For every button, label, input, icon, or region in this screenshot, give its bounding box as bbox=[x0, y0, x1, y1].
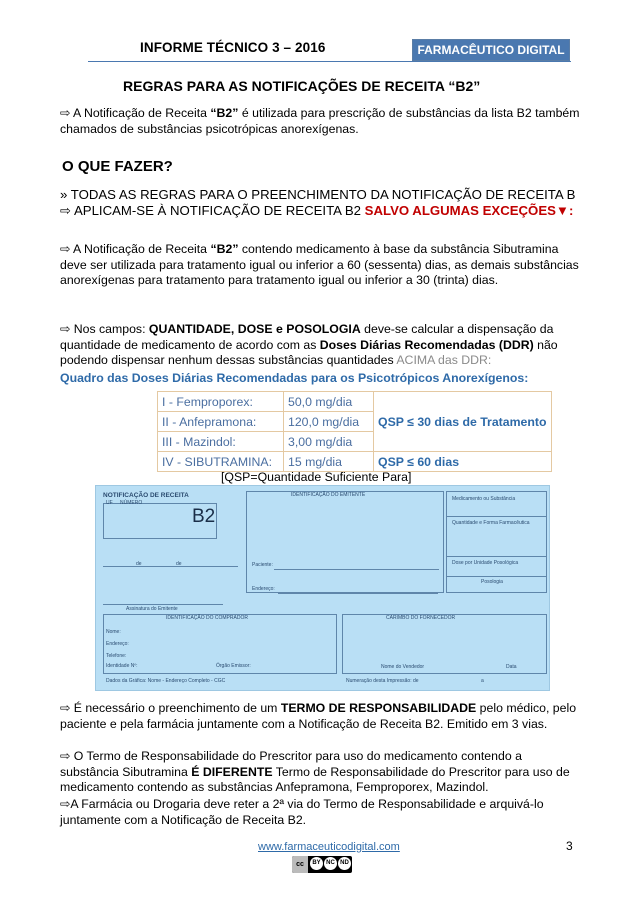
drug-cell: III - Mazindol: bbox=[158, 432, 284, 452]
document-title: REGRAS PARA AS NOTIFICAÇÕES DE RECEITA “B2” bbox=[123, 78, 481, 94]
med-box bbox=[446, 491, 547, 593]
drug-cell: II - Anfepramona: bbox=[158, 412, 284, 432]
numeracao-a-label: a bbox=[481, 678, 484, 684]
sibutramina-paragraph: ⇨ A Notificação de Receita “B2” contendo medicamento à base da substância Sibutramina deve ser utilizada para tratamento igual ou inferior a 60 (sessenta) dias, as demais substâncias anorexígenas para tratamento para tratamento igual ou inferior a 30 (trinta) dias. bbox=[60, 242, 579, 288]
dose-label: Dose por Unidade Posológica bbox=[452, 560, 519, 566]
numeracao-label: Numeração desta Impressão: de bbox=[346, 678, 419, 684]
termo2-paragraph: ⇨ O Termo de Responsabilidade do Prescritor para uso do medicamento contendo a substância Sibutramina É DIFERENTE Termo de Responsabilidade do Prescritor para uso de medicamento contendo as substâncias Anfepramona, Femproporex, Mazindol. bbox=[60, 749, 570, 795]
arrow-right-icon: ⇨ bbox=[60, 749, 71, 763]
comprador-label: IDENTIFICAÇÃO DO COMPRADOR bbox=[166, 615, 248, 621]
qsp-note: [QSP=Quantidade Suficiente Para] bbox=[221, 470, 412, 484]
de-label-1: de bbox=[136, 561, 142, 567]
carimbo-label: CARIMBO DO FORNECEDOR bbox=[386, 615, 456, 621]
vendedor-label: Nome do Vendedor bbox=[381, 664, 425, 670]
paciente-line bbox=[274, 569, 439, 570]
nome-label: Nome: bbox=[106, 629, 121, 635]
cc-icon: cc bbox=[292, 856, 308, 873]
nc-icon: NC bbox=[324, 857, 337, 870]
termo3-paragraph: ⇨A Farmácia ou Drogaria deve reter a 2ª via do Termo de Responsabilidade e arquivá-lo juntamente com a Notificação de Receita B2. bbox=[60, 797, 544, 827]
table-row bbox=[158, 452, 552, 472]
identidade-label: Identidade Nº: bbox=[106, 663, 138, 669]
med-label: Medicamento ou Substância bbox=[452, 496, 516, 502]
dose-cell: 50,0 mg/dia bbox=[284, 392, 374, 412]
form-title: NOTIFICAÇÃO DE RECEITA bbox=[103, 492, 189, 499]
rule-paragraph: » TODAS AS REGRAS PARA O PREENCHIMENTO DA NOTIFICAÇÃO DE RECEITA B ⇨ APLICAM-SE À NOTIFICAÇÃO DE RECEITA B2 SALVO ALGUMAS EXCEÇÕES▼: bbox=[60, 187, 576, 218]
qtd-label: Quantidade e Forma Farmacêutica bbox=[452, 520, 530, 526]
dose-cell: 3,00 mg/dia bbox=[284, 432, 374, 452]
campos-paragraph: ⇨ Nos campos: QUANTIDADE, DOSE e POSOLOGIA deve-se calcular a dispensação da quantidade de medicamento de acordo com as Doses Diárias Recomendadas (DDR) não podendo dispensar nenhum dessas substâncias quantidades ACIMA das DDR: bbox=[60, 322, 558, 368]
qsp30-cell: QSP ≤ 30 dias de Tratamento bbox=[374, 392, 552, 452]
assinatura-line bbox=[103, 604, 223, 605]
table-row bbox=[158, 392, 552, 412]
section-heading: O QUE FAZER? bbox=[62, 158, 173, 175]
arrow-right-icon: ⇨ bbox=[60, 701, 71, 715]
emitente-label: IDENTIFICAÇÃO DO EMITENTE bbox=[291, 492, 366, 498]
drug-cell: IV - SIBUTRAMINA: bbox=[158, 452, 284, 472]
qtd-divider bbox=[446, 556, 546, 557]
assinatura-label: Assinatura do Emitente bbox=[126, 606, 178, 612]
date-line bbox=[103, 566, 238, 567]
termo-paragraph: ⇨ É necessário o preenchimento de um TERMO DE RESPONSABILIDADE pelo médico, pelo paciente e pela farmácia juntamente com a Notificação de Receita B2. Emitido em 3 vias. bbox=[60, 701, 577, 731]
arrow-right-icon: ⇨ bbox=[60, 797, 71, 811]
paciente-label: Paciente: bbox=[252, 562, 273, 568]
page-number: 3 bbox=[566, 839, 573, 853]
form-code: B2 bbox=[192, 506, 216, 527]
brand-badge: FARMACÊUTICO DIGITAL bbox=[412, 39, 570, 61]
arrow-right-icon: ⇨ bbox=[60, 106, 71, 120]
uf-label: UF bbox=[106, 500, 113, 506]
emitente-box bbox=[246, 491, 444, 593]
arrow-right-icon: ⇨ bbox=[60, 322, 71, 336]
endereco-label: Endereço: bbox=[252, 586, 275, 592]
header-divider bbox=[88, 61, 571, 62]
orgao-label: Órgão Emissor: bbox=[216, 663, 251, 669]
qsp60-cell: QSP ≤ 60 dias bbox=[374, 452, 552, 472]
footer-link[interactable]: www.farmaceuticodigital.com bbox=[258, 841, 400, 853]
de-label-2: de bbox=[176, 561, 182, 567]
by-icon: BY bbox=[310, 857, 323, 870]
dose-cell: 15 mg/dia bbox=[284, 452, 374, 472]
data-label: Data bbox=[506, 664, 517, 670]
posologia-label: Posologia bbox=[481, 579, 503, 585]
numero-label: NÚMERO bbox=[120, 500, 143, 506]
nd-icon: ND bbox=[338, 857, 351, 870]
endereco2-label: Endereço: bbox=[106, 641, 129, 647]
dose-table bbox=[157, 391, 552, 472]
dose-divider bbox=[446, 576, 546, 577]
cc-license-badge bbox=[292, 856, 352, 873]
prescription-form-image bbox=[95, 485, 550, 691]
dose-cell: 120,0 mg/dia bbox=[284, 412, 374, 432]
grafica-label: Dados da Gráfica: Nome - Endereço Completo - CGC bbox=[106, 678, 226, 684]
telefone-label: Telefone: bbox=[106, 653, 127, 659]
quadro-title: Quadro das Doses Diárias Recomendadas para os Psicotrópicos Anorexígenos: bbox=[60, 371, 529, 385]
arrow-right-icon: ⇨ bbox=[60, 242, 71, 256]
report-title: INFORME TÉCNICO 3 – 2016 bbox=[140, 40, 326, 55]
endereco-line bbox=[278, 593, 438, 594]
arrow-right-icon: ⇨ bbox=[60, 203, 72, 218]
med-divider bbox=[446, 516, 546, 517]
drug-cell: I - Femproporex: bbox=[158, 392, 284, 412]
intro-paragraph: ⇨ A Notificação de Receita “B2” é utilizada para prescrição de substâncias da lista B2 também chamados de substâncias psicotrópicas anorexígenas. bbox=[60, 106, 580, 136]
